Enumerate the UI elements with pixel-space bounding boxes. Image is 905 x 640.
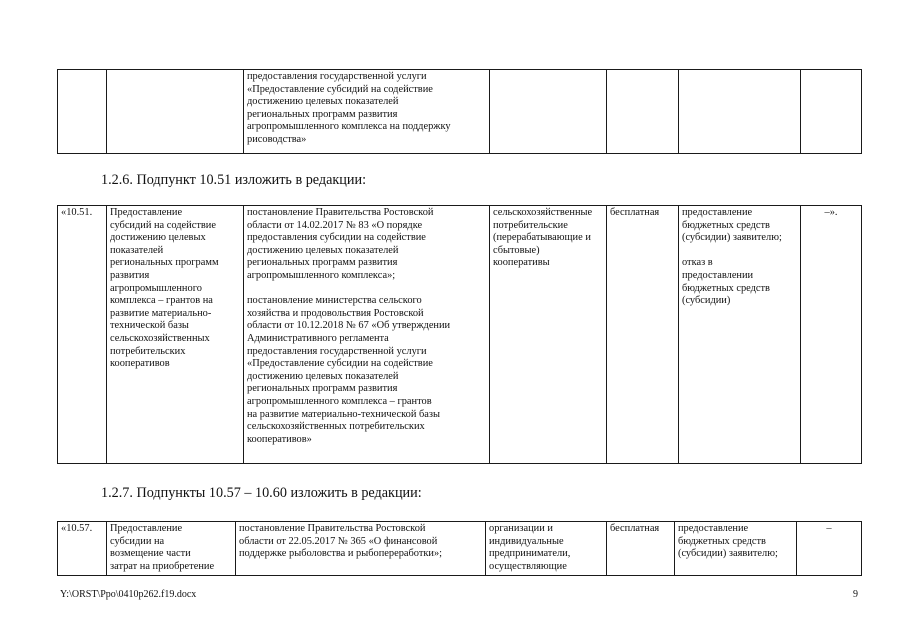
cell-service-name: Предоставление субсидии на возмещение части затрат на приобретение [107,522,236,576]
table-continuation [57,69,862,154]
cell-fee [607,70,679,154]
table-row [58,206,862,464]
table-row [58,70,862,154]
footer-page-number: 9 [853,589,858,600]
cell-recipients: сельскохозяйственные потребительские (перерабатывающие и сбытовые) кооперативы [490,206,607,464]
cell-result [679,70,801,154]
cell-fee: бесплатная [607,206,679,464]
cell-legal-acts: предоставления государственной услуги «Предоставление субсидий на содействие достижению целевых показателей региональных программ развития агропромышленного комплекса на поддержку рисоводства» [244,70,490,154]
table-row [58,522,862,576]
section-heading-1-2-6: 1.2.6. Подпункт 10.51 изложить в редакции: [101,172,367,188]
cell-number: «10.57. [58,522,107,576]
cell-number [58,70,107,154]
cell-service-name: Предоставление субсидий на содействие достижению целевых показателей региональных программ развития агропромышленного комплекса – грантов на развитие материально- технической базы сельскохозяйственных потребительских кооперативов [107,206,244,464]
cell-end [801,70,862,154]
footer-file-path: Y:\ORST\Ppo\0410p262.f19.docx [60,589,197,600]
cell-end: – [797,522,862,576]
table-10-51 [57,205,862,464]
cell-result: предоставление бюджетных средств (субсидии) заявителю; отказ в предоставлении бюджетных средств (субсидии) [679,206,801,464]
cell-service-name [107,70,244,154]
cell-result: предоставление бюджетных средств (субсидии) заявителю; [675,522,797,576]
cell-end: –». [801,206,862,464]
cell-fee: бесплатная [607,522,675,576]
section-heading-1-2-7: 1.2.7. Подпункты 10.57 – 10.60 изложить в редакции: [101,485,422,501]
cell-recipients: организации и индивидуальные предприниматели, осуществляющие [486,522,607,576]
cell-number: «10.51. [58,206,107,464]
table-10-57 [57,521,862,576]
cell-recipients [490,70,607,154]
cell-legal-acts: постановление Правительства Ростовской области от 14.02.2017 № 83 «О порядке предоставления субсидии на содействие достижению целевых показателей региональных программ развития агропромышленного комплекса»; постановление министерства сельского хозяйства и продовольствия Ростовской области от 10.12.2018 № 67 «Об утверждении Административного регламента предоставления государственной услуги «Предоставление субсидии на содействие достижению целевых показателей региональных программ развития агропромышленного комплекса – грантов на развитие материально-технической базы сельскохозяйственных потребительских кооперативов» [244,206,490,464]
cell-legal-acts: постановление Правительства Ростовской области от 22.05.2017 № 365 «О финансовой поддержке рыболовства и рыбопереработки»; [236,522,486,576]
